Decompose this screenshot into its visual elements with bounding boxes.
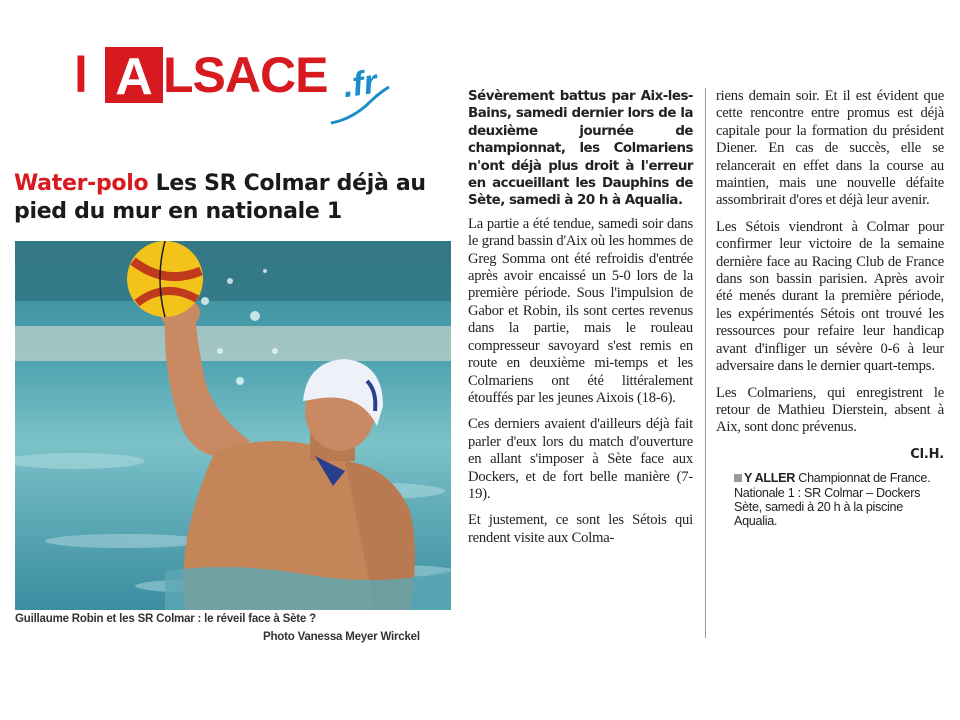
column-divider — [705, 88, 706, 638]
photo-caption: Guillaume Robin et les SR Colmar : le réveil face à Sète ? — [15, 613, 316, 625]
article-paragraph: Les Sétois viendront à Colmar pour confirmer leur victoire de la semaine dernière face au Racing Club de France dans son bassin parisien. Après avoir été menés durant la première période, les expérimentés Sétois ont trouvé les ressources pour refaire leur handicap avant d'infliger un sévère 0-6 à leur adversaire dans le dernier quart-temps. — [716, 218, 944, 375]
article-column-1 — [468, 88, 693, 556]
article-paragraph: riens demain soir. Et il est évident que cette rencontre entre promus est déjà capitale pour la formation du président Diener. En cas de succès, elle se relancerait en effet dans la course au maintien, mais une nouvelle défaite assombrirait d'ores et déjà leur avenir. — [716, 88, 944, 209]
article-paragraph: Ces derniers avaient d'ailleurs déjà fait parler d'eux lors du match d'ouverture en allant s'imposer à Sète face aux Dockers, et de fort belle manière (7-19). — [468, 416, 693, 502]
headline-title: Les SR Colmar déjà au pied du mur en nationale 1 — [14, 171, 426, 224]
article-chapo: Sévèrement battus par Aix-les-Bains, samedi dernier lors de la deuxième journée de championnat, les Colmariens n'ont déjà plus droit à l'erreur en accueillant les Dauphins de Sète, samedi à 20 h à Aqualia. — [468, 89, 693, 209]
logo-letters: LSACE — [163, 47, 328, 103]
logo-fr: .fr — [340, 62, 380, 106]
article-column-2 — [716, 88, 944, 538]
info-square-icon — [734, 474, 742, 482]
article-paragraph: Et justement, ce sont les Sétois qui rendent visite aux Colma- — [468, 512, 693, 546]
info-tag: Y ALLER — [744, 471, 796, 486]
headline-kicker: Water-polo — [14, 171, 149, 196]
article-paragraph: Les Colmariens, qui enregistrent le retour de Mathieu Dierstein, absent à Aix, sont donc prévenus. — [716, 384, 944, 436]
photo-credit: Photo Vanessa Meyer Wirckel — [263, 631, 420, 643]
info-text: Championnat de France. Nationale 1 : SR Colmar – Dockers Sète, samedi à 20 h à la piscine Aqualia. — [734, 471, 931, 529]
event-info — [734, 471, 944, 529]
author-signature: Cl.H. — [910, 446, 944, 462]
article-photo — [15, 241, 451, 610]
lalsace-logo — [71, 43, 391, 125]
article-paragraph: La partie a été tendue, samedi soir dans le grand bassin d'Aix où les hommes de Greg Somma ont été refroidis d'entrée après avoir encaissé un 5-0 lors de la première période. Sous l'impulsion de Gabor et Robin, ils sont certes revenus dans la partie, mais le rouleau compresseur savoyard s'est remis en route en deuxième mi-temps et les Colmariens ont été littéralement étouffés par les jeunes Aixois (18-6). — [468, 215, 693, 406]
logo-letter-a: A — [115, 48, 153, 106]
headline — [14, 170, 444, 226]
logo-letter-l: l — [74, 47, 86, 103]
water-polo-player-image — [15, 241, 451, 610]
